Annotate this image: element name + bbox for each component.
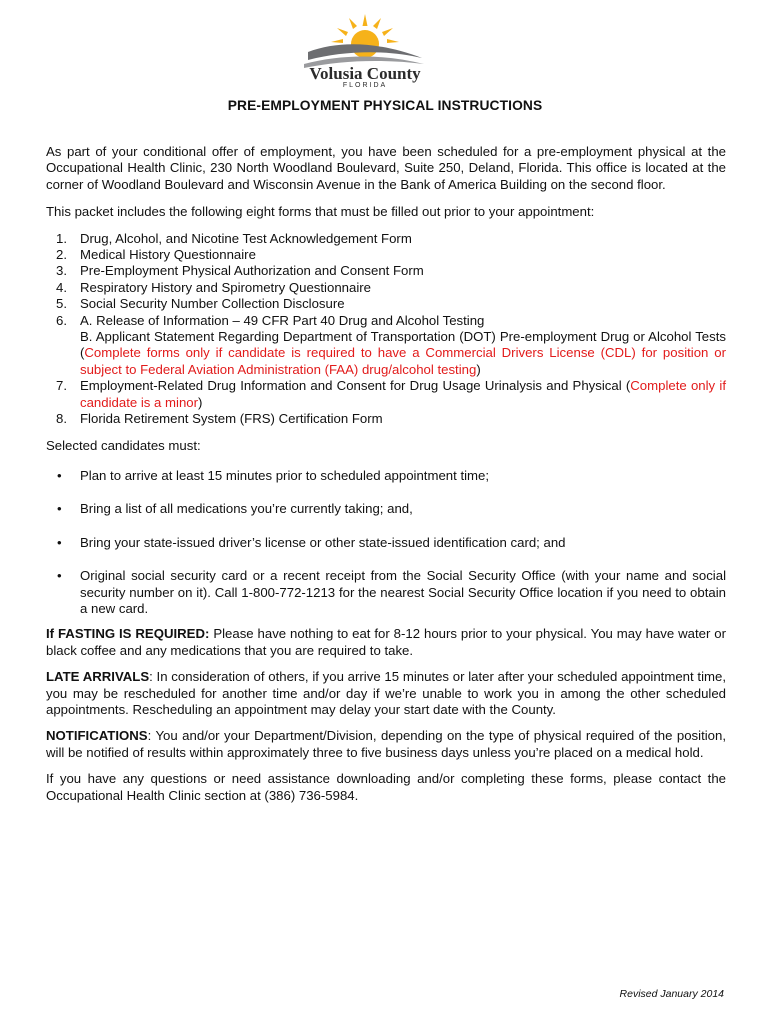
bullet-icon: • — [57, 467, 62, 483]
list-item: 6. A. Release of Information – 49 CFR Part 40 Drug and Alcohol Testing B. Applicant Statement Regarding Department of Transportation (DOT) Pre-employment Drug or Alcohol Tests (Complete forms only if candidate is required to have a Commercial Drivers License (CDL) for position or subject to Federal Aviation Administration (FAA) drug/alcohol testing) — [56, 312, 726, 377]
list-item: 7. Employment-Related Drug Information and Consent for Drug Usage Urinalysis and Physical (Complete only if candidate is a minor) — [56, 378, 726, 410]
cdl-note: Complete forms only if candidate is required to have a Commercial Drivers License (CDL) for position or subject to Federal Aviation Administration (FAA) drug/alcohol testing — [80, 345, 726, 377]
selected-intro: Selected candidates must: — [46, 437, 201, 453]
logo-name: Volusia County — [309, 64, 421, 83]
bullet-icon: • — [57, 501, 62, 517]
list-item: • Original social security card or a recent receipt from the Social Security Office (with your name and social security number on it). Call 1-800-772-1213 for the nearest Social Security Office location if you need to obtain a new card. — [57, 568, 726, 616]
revision-date: Revised January 2014 — [619, 988, 724, 1000]
contact-paragraph: If you have any questions or need assistance downloading and/or completing these forms, please contact the Occupational Health Clinic section at (386) 736-5984. — [46, 771, 726, 803]
bullet-icon: • — [57, 568, 62, 584]
sun-logo-icon — [300, 12, 430, 88]
list-item: • Bring a list of all medications you’re currently taking; and, — [57, 501, 413, 517]
fasting-paragraph: If FASTING IS REQUIRED: Please have nothing to eat for 8-12 hours prior to your physical. You may have water or black coffee and any medications that you are required to take. — [46, 626, 727, 658]
list-item: • Bring your state-issued driver’s license or other state-issued identification card; and — [57, 534, 566, 550]
page-title: PRE-EMPLOYMENT PHYSICAL INSTRUCTIONS — [227, 98, 543, 113]
logo-state: FLORIDA — [342, 82, 388, 88]
volusia-county-logo — [300, 12, 430, 88]
list-item: 3. Pre-Employment Physical Authorization and Consent Form — [56, 263, 424, 279]
list-item: 2. Medical History Questionnaire — [56, 247, 256, 263]
intro-paragraph: As part of your conditional offer of employment, you have been scheduled for a pre-employment physical at the Occupational Health Clinic, 230 North Woodland Boulevard, Suite 250, Deland, Florida. This office is located at the corner of Woodland Boulevard and Wisconsin Avenue in the Bank of America Building on the second floor. — [46, 144, 726, 192]
list-item: • Plan to arrive at least 15 minutes prior to scheduled appointment time; — [57, 467, 490, 483]
sun-circle-icon — [351, 30, 379, 58]
list-item: 8. Florida Retirement System (FRS) Certification Form — [56, 411, 383, 427]
list-item: 4. Respiratory History and Spirometry Questionnaire — [56, 279, 371, 295]
requirements-list — [46, 468, 726, 617]
late-arrivals-paragraph: LATE ARRIVALS: In consideration of others, if you arrive 15 minutes or later after your scheduled appointment time, you may be rescheduled for another time and/or day if we’re unable to work you in among the other scheduled appointments. Rescheduling an appointment may delay your start date with the County. — [46, 669, 726, 717]
document-body — [46, 144, 726, 814]
packet-intro: This packet includes the following eight forms that must be filled out prior to your appointment: — [46, 204, 595, 220]
bullet-icon: • — [57, 534, 62, 550]
minor-note: Complete only if candidate is a minor — [80, 378, 726, 410]
notifications-paragraph: NOTIFICATIONS: You and/or your Department/Division, depending on the type of physical required of the position, will be notified of results within approximately three to five business days unless you’re placed on a medical hold. — [46, 728, 726, 760]
forms-list — [46, 231, 726, 428]
sub-item: B. Applicant Statement Regarding Department of Transportation (DOT) Pre-employment Drug or Alcohol Tests (Complete forms only if candidate is required to have a Commercial Drivers License (CDL) for position or subject to Federal Aviation Administration (FAA) drug/alcohol testing) — [80, 329, 726, 377]
list-item: 5. Social Security Number Collection Disclosure — [56, 296, 345, 312]
list-item: 1. Drug, Alcohol, and Nicotine Test Acknowledgement Form — [56, 230, 412, 246]
